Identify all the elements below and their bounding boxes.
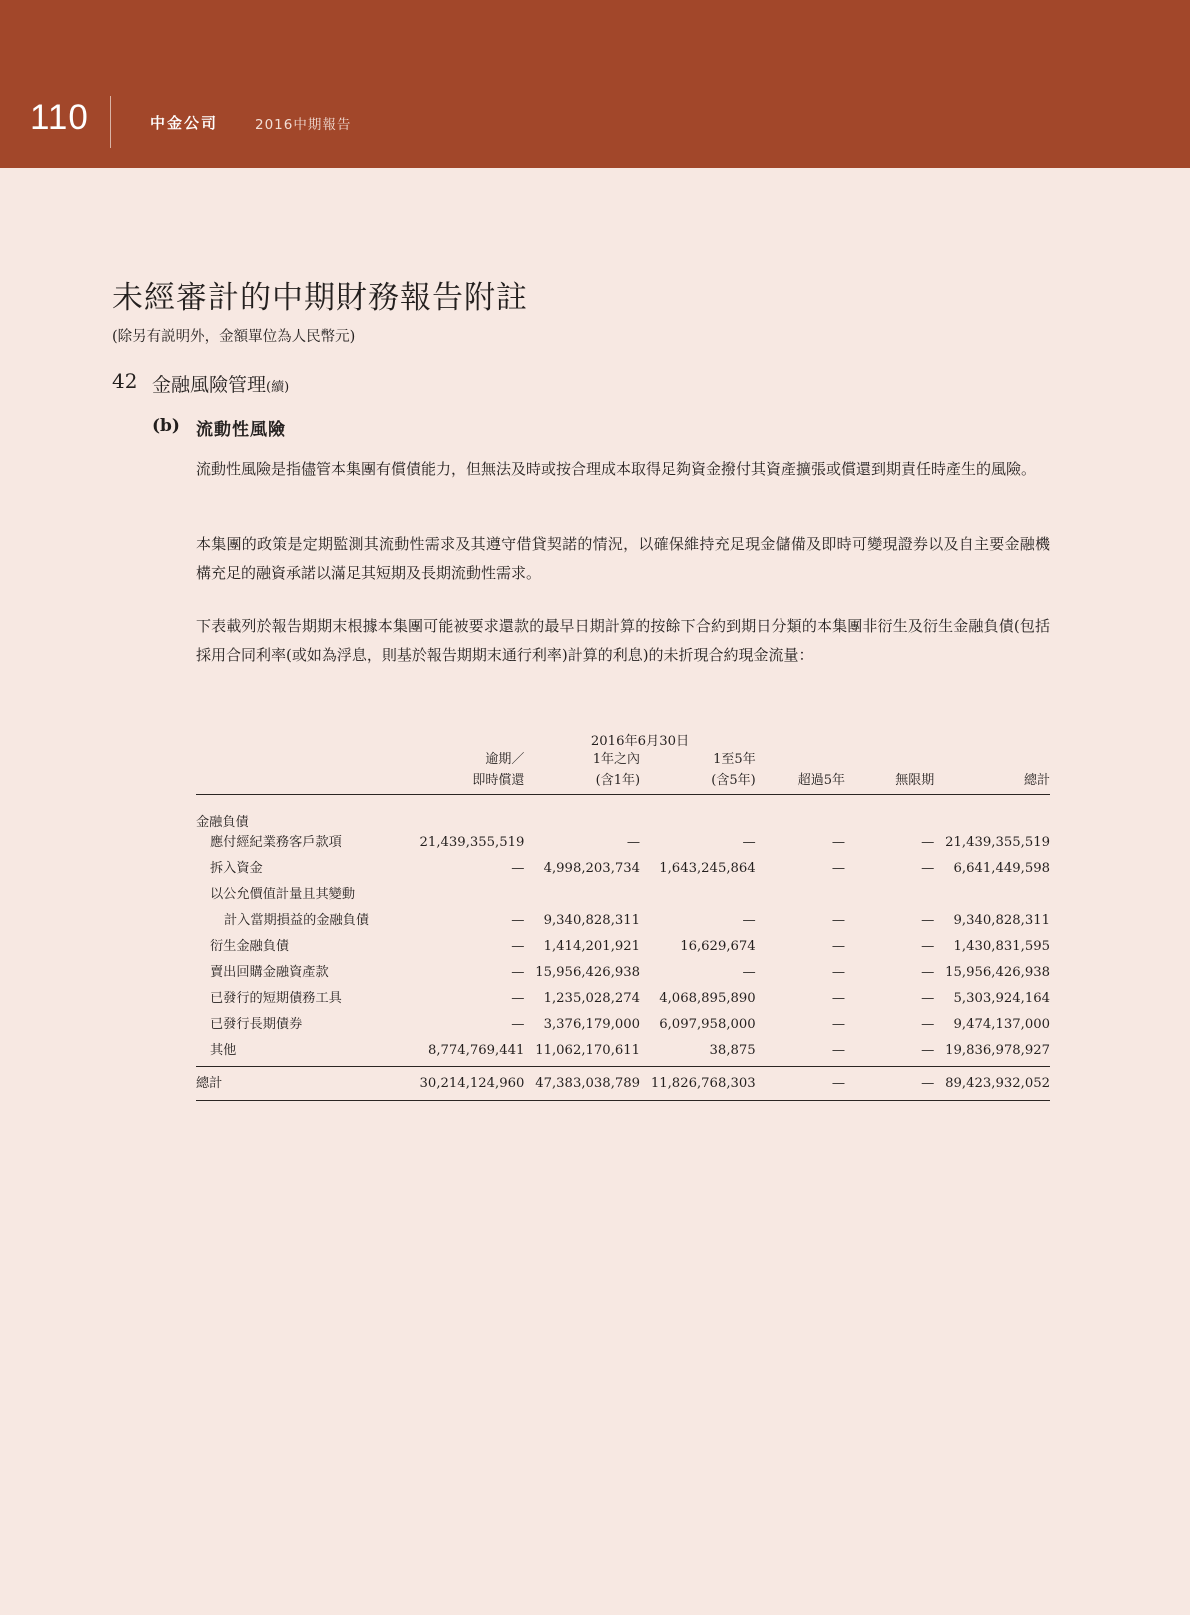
row-value (845, 882, 934, 908)
subsection-label: (b) (152, 416, 180, 436)
row-value: — (831, 835, 845, 850)
column-header-over-5y-line2: 超過5年 (797, 773, 845, 788)
column-header-within-1y-line2: (含1年) (595, 773, 641, 788)
row-value: 21,439,355,519 (945, 835, 1050, 850)
empty-cell (409, 730, 525, 749)
empty-cell (640, 811, 756, 830)
empty-cell (409, 811, 525, 830)
row-value: 11,062,170,611 (535, 1043, 641, 1058)
paragraph-definition: 流動性風險是指儘管本集團有償債能力，但無法及時或按合理成本取得足夠資金撥付其資產擴張或償還到期責任時產生的風險。 (196, 460, 1037, 478)
row-value (934, 882, 1050, 908)
row-value: — (511, 1017, 525, 1032)
column-header-total-line2: 總計 (1023, 773, 1050, 788)
row-value: — (831, 965, 845, 980)
row-value: — (511, 913, 525, 928)
row-value: — (921, 861, 935, 876)
table-row (196, 908, 1050, 934)
table-row (196, 934, 1050, 960)
table-group-title: 金融負債 (196, 815, 249, 830)
row-value: — (831, 1017, 845, 1032)
empty-cell (934, 730, 1050, 749)
page-header-band (0, 0, 1190, 168)
row-value: — (511, 965, 525, 980)
column-header-overdue-line1: 逾期／ (485, 752, 525, 767)
table-total-row (196, 1067, 1050, 1098)
empty-cell (845, 811, 934, 830)
column-header-within-1y (524, 749, 640, 791)
paragraph-table-intro: 下表載列於報告期期末根據本集團可能被要求還款的最早日期計算的按餘下合約到期日分類的本集團非衍生及衍生金融負債(包括採用合同利率(或如為浮息，則基於報告期期末通行利率)計算的利息)的未折現合約現金流量： (196, 617, 1050, 664)
row-value (640, 882, 756, 908)
table-row (196, 856, 1050, 882)
row-value: 6,641,449,598 (953, 861, 1050, 876)
row-value: — (831, 1043, 845, 1058)
row-value: 19,836,978,927 (945, 1043, 1050, 1058)
table-row (196, 986, 1050, 1012)
liquidity-risk-table (196, 730, 1050, 1101)
row-value: — (511, 861, 525, 876)
row-label: 拆入資金 (210, 861, 263, 876)
section-title (152, 370, 289, 397)
table-date-header: 2016年6月30日 (590, 734, 690, 749)
row-label: 已發行的短期債務工具 (210, 991, 342, 1006)
row-value: — (921, 991, 935, 1006)
row-value: — (742, 965, 756, 980)
empty-cell (756, 811, 845, 830)
column-header-overdue-line2: 即時償還 (472, 773, 525, 788)
row-value: 16,629,674 (680, 939, 756, 954)
row-value: — (742, 835, 756, 850)
table-date-header-row (196, 730, 1050, 749)
column-header-1-to-5y-line2: (含5年) (711, 773, 756, 788)
row-value: — (921, 835, 935, 850)
row-value: 1,643,245,864 (659, 861, 756, 876)
row-value: — (831, 939, 845, 954)
row-label: 衍生金融負債 (210, 939, 290, 954)
total-value: 11,826,768,303 (650, 1076, 756, 1091)
paragraph-policy: 本集團的政策是定期監測其流動性需求及其遵守借貸契諾的情況，以確保維持充足現金儲備及即時可變現證券以及自主要金融機構充足的融資承諾以滿足其短期及長期流動性需求。 (196, 535, 1050, 582)
spacer (196, 795, 1050, 812)
table-row (196, 1038, 1050, 1064)
row-value: 9,340,828,311 (953, 913, 1050, 928)
page-subtitle: (除另有説明外，金額單位為人民幣元) (112, 329, 356, 345)
row-value (524, 882, 640, 908)
table-row (196, 830, 1050, 856)
empty-cell (934, 811, 1050, 830)
table-row (196, 1012, 1050, 1038)
column-header-within-1y-line1: 1年之內 (592, 752, 641, 767)
total-value: — (921, 1076, 935, 1091)
row-value: 3,376,179,000 (543, 1017, 641, 1032)
column-header-total (934, 749, 1050, 791)
header-divider (110, 96, 111, 148)
rule (196, 1097, 1050, 1101)
row-label: 其他 (210, 1043, 237, 1058)
column-header-over-5y (756, 749, 845, 791)
column-header-overdue (409, 749, 525, 791)
row-value: 15,956,426,938 (535, 965, 641, 980)
row-value: 15,956,426,938 (945, 965, 1050, 980)
row-value: 4,068,895,890 (659, 991, 756, 1006)
section-continued-marker: (續) (266, 380, 290, 395)
table-bottom-rule (196, 1097, 1050, 1101)
table-row (196, 882, 1050, 908)
column-header-1-to-5y-line1: 1至5年 (713, 752, 756, 767)
row-value: — (921, 913, 935, 928)
row-value: 9,340,828,311 (543, 913, 641, 928)
row-value: — (511, 991, 525, 1006)
row-value: 21,439,355,519 (419, 835, 525, 850)
empty-cell (196, 730, 409, 749)
column-header-1-to-5y (640, 749, 756, 791)
empty-cell (845, 730, 934, 749)
total-value: 30,214,124,960 (419, 1076, 525, 1091)
row-value: — (742, 913, 756, 928)
header-company-name: 中金公司 (150, 114, 219, 132)
table-group-title-row (196, 811, 1050, 830)
empty-cell (196, 749, 409, 791)
total-label: 總計 (196, 1076, 223, 1091)
row-value: — (511, 939, 525, 954)
table-row (196, 960, 1050, 986)
row-value: — (921, 1017, 935, 1032)
column-header-indefinite-line2: 無限期 (895, 773, 935, 788)
row-value: 5,303,924,164 (953, 991, 1050, 1006)
empty-cell (756, 730, 845, 749)
row-label: 已發行長期債券 (210, 1017, 303, 1032)
table-spacer (196, 795, 1050, 812)
row-value: 8,774,769,441 (427, 1043, 525, 1058)
row-label: 應付經紀業務客戶款項 (210, 835, 342, 850)
row-value: — (831, 913, 845, 928)
row-value: — (626, 835, 641, 850)
row-value: — (921, 965, 935, 980)
total-value: 89,423,932,052 (945, 1076, 1050, 1091)
row-label: 計入當期損益的金融負債 (224, 913, 370, 928)
row-value: 1,414,201,921 (543, 939, 641, 954)
row-value: — (831, 861, 845, 876)
row-value: — (921, 1043, 935, 1058)
row-value: 1,235,028,274 (543, 991, 641, 1006)
row-value: 38,875 (709, 1043, 756, 1058)
liquidity-risk-table-wrap (196, 730, 1050, 1101)
empty-cell (524, 811, 640, 830)
row-label: 賣出回購金融資產款 (210, 965, 329, 980)
column-header-indefinite (845, 749, 934, 791)
section-title-text: 金融風險管理 (152, 374, 267, 396)
total-value: — (831, 1076, 845, 1091)
total-value: 47,383,038,789 (535, 1076, 641, 1091)
row-value: 4,998,203,734 (543, 861, 641, 876)
row-value: 9,474,137,000 (953, 1017, 1050, 1032)
row-value (756, 882, 845, 908)
page-title: 未經審計的中期財務報告附註 (112, 280, 528, 316)
table-column-header-row (196, 749, 1050, 791)
row-value (409, 882, 525, 908)
row-value: — (921, 939, 935, 954)
subsection-title: 流動性風險 (196, 420, 286, 440)
row-value: 1,430,831,595 (953, 939, 1050, 954)
row-value: 6,097,958,000 (659, 1017, 756, 1032)
section-number: 42 (112, 369, 138, 393)
page-number: 110 (30, 98, 89, 137)
row-value: — (831, 991, 845, 1006)
header-report-name: 2016中期報告 (255, 117, 352, 133)
row-label: 以公允價值計量且其變動 (210, 887, 356, 902)
